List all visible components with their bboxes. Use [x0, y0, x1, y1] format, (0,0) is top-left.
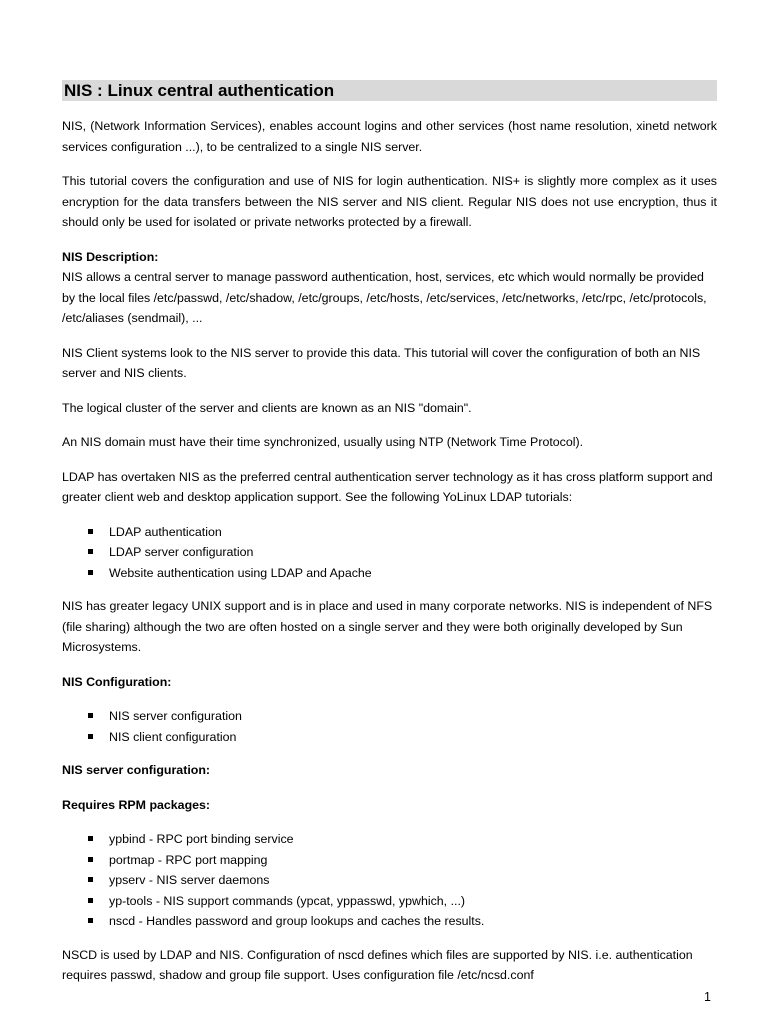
list-item: [62, 850, 717, 871]
bullet-icon: [88, 713, 93, 718]
paragraph-ldap: LDAP has overtaken NIS as the preferred central authentication server technology as it has cross platform support and greater client web and desktop application support. See the following YoLinux LDAP tutorials:: [62, 469, 713, 504]
page-number: 1: [704, 990, 711, 1004]
bullet-icon: [88, 918, 93, 923]
page-title: NIS : Linux central authentication: [64, 81, 335, 100]
list-item-label: NIS client configuration: [109, 729, 237, 744]
list-item-label: portmap - RPC port mapping: [109, 852, 268, 867]
list-item: [62, 870, 717, 891]
paragraph-time-sync: An NIS domain must have their time synchronized, usually using NTP (Network Time Protocol).: [62, 435, 584, 449]
paragraph-nscd: NSCD is used by LDAP and NIS. Configuration of nscd defines which files are supported by NIS. i.e. authentication requires passwd, shadow and group file support. Uses configuration file /etc/ncsd.conf: [62, 947, 693, 982]
list-item-label: NIS server configuration: [109, 709, 242, 723]
heading-description: NIS Description:: [62, 249, 159, 264]
list-configuration: [62, 706, 717, 747]
list-item-label: LDAP server configuration: [109, 545, 254, 559]
list-item-label: LDAP authentication: [109, 524, 222, 539]
document-body: [62, 116, 717, 1000]
list-item-label: Website authentication using LDAP and Apache: [109, 565, 372, 580]
bullet-icon: [88, 857, 93, 862]
list-item: [62, 829, 717, 850]
heading-server-configuration: NIS server configuration:: [62, 763, 211, 777]
bullet-icon: [88, 570, 93, 575]
paragraph-domain: The logical cluster of the server and clients are known as an NIS "domain".: [62, 400, 472, 415]
heading-configuration: NIS Configuration:: [62, 674, 172, 689]
list-item: [62, 542, 717, 563]
heading-rpm-packages: Requires RPM packages:: [62, 797, 211, 812]
list-item-label: ypserv - NIS server daemons: [109, 873, 270, 887]
paragraph-legacy: NIS has greater legacy UNIX support and is in place and used in many corporate networks. NIS is independent of NFS (file sharing) although the two are often hosted on a single server and they were both originally developed by Sun Microsystems.: [62, 599, 713, 654]
list-item: [62, 727, 717, 748]
bullet-icon: [88, 898, 93, 903]
list-rpm-packages: [62, 829, 717, 932]
bullet-icon: [88, 734, 93, 739]
paragraph-intro: NIS, (Network Information Services), enables account logins and other services (host name resolution, xinetd network services configuration ...), to be centralized to a single NIS server.: [62, 119, 717, 154]
bullet-icon: [88, 836, 93, 841]
paragraph-description: NIS allows a central server to manage password authentication, host, services, etc which would normally be provided by the local files /etc/passwd, /etc/shadow, /etc/groups, /etc/hosts, /etc/services, /etc/networks, /etc/rpc, /etc/protocols, /etc/aliases (sendmail), ...: [62, 270, 707, 325]
list-item: [62, 563, 717, 584]
list-item: [62, 911, 717, 932]
list-ldap-tutorials: [62, 522, 717, 584]
bullet-icon: [88, 877, 93, 882]
section-description: [62, 247, 717, 329]
list-item-label: yp-tools - NIS support commands (ypcat, yppasswd, ypwhich, ...): [109, 893, 466, 908]
title-bar: [62, 80, 717, 101]
list-item-label: ypbind - RPC port binding service: [109, 832, 294, 846]
bullet-icon: [88, 529, 93, 534]
list-item-label: nscd - Handles password and group lookups and caches the results.: [109, 914, 485, 928]
paragraph-tutorial: This tutorial covers the configuration and use of NIS for login authentication. NIS+ is slightly more complex as it uses encryption for the data transfers between the NIS server and NIS client. Regular NIS does not use encryption, thus it should only be used for isolated or private networks protected by a firewall.: [62, 174, 717, 229]
paragraph-client-systems: NIS Client systems look to the NIS server to provide this data. This tutorial will cover the configuration of both an NIS server and NIS clients.: [62, 345, 701, 380]
list-item: [62, 891, 717, 912]
list-item: [62, 522, 717, 543]
bullet-icon: [88, 549, 93, 554]
list-item: [62, 706, 717, 727]
